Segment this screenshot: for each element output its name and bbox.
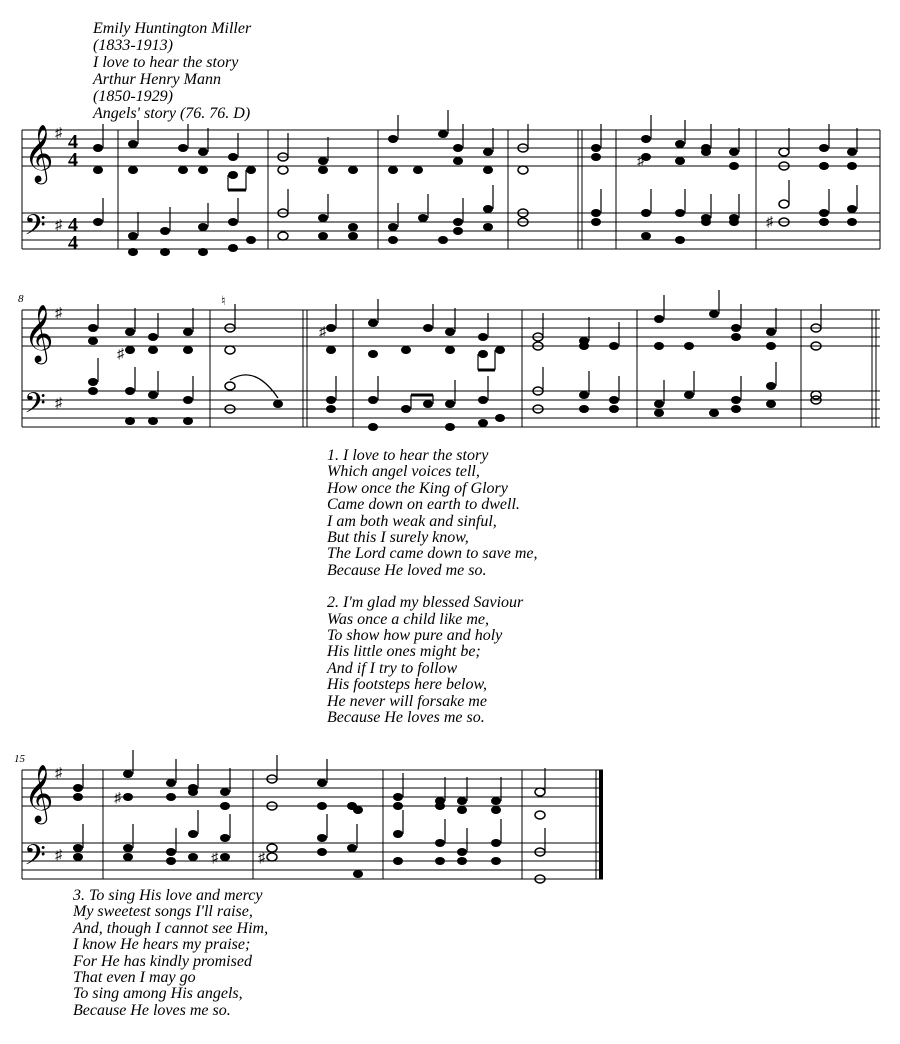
verse-line: I am both weak and sinful, [327, 512, 497, 530]
sharp-accidental: ♯ [114, 791, 121, 806]
verse-line: My sweetest songs I'll raise, [73, 903, 253, 921]
bass-clef-icon: 𝄢 [24, 387, 46, 427]
time-signature-bottom: 4 [68, 149, 78, 171]
verse-line: That even I may go [73, 969, 196, 987]
measure-number: 8 [18, 293, 24, 305]
verse-line: 2. I'm glad my blessed Saviour [327, 594, 524, 612]
key-signature-sharp: ♯ [55, 218, 62, 233]
sharp-accidental: ♯ [211, 851, 218, 866]
verse-line: 1. I love to hear the story [327, 447, 489, 464]
sharp-accidental: ♯ [117, 347, 124, 362]
sharp-accidental: ♯ [637, 154, 644, 169]
first-line: I love to hear the story [93, 54, 239, 71]
verse-line: Because He loved me so. [327, 561, 487, 579]
composer-name: Arthur Henry Mann [93, 71, 221, 88]
tune-name: Angels' story (76. 76. D) [93, 105, 251, 122]
composer-dates: (1850-1929) [93, 88, 173, 105]
key-signature-sharp: ♯ [55, 306, 62, 321]
key-signature-sharp: ♯ [55, 126, 62, 141]
key-signature-sharp: ♯ [55, 848, 62, 863]
author-dates: (1833-1913) [93, 37, 173, 54]
verse-line: Because He loves me so. [73, 1001, 231, 1019]
verse-line: 3. To sing His love and mercy [73, 887, 263, 904]
verse-line: The Lord came down to save me, [327, 545, 538, 563]
sharp-accidental: ♯ [258, 851, 265, 866]
verse-line: Which angel voices tell, [327, 463, 480, 481]
bass-clef-icon: 𝄢 [24, 209, 46, 249]
sharp-accidental: ♯ [766, 215, 773, 230]
verse-line: I know He hears my praise; [73, 936, 251, 954]
verse-line: His little ones might be; [327, 643, 481, 661]
verse-line: For He has kindly promised [73, 952, 252, 970]
treble-clef-icon: 𝄞 [24, 304, 54, 362]
time-signature-bottom: 4 [68, 232, 78, 254]
verse-line: He never will forsake me [327, 692, 487, 710]
verse-line: But this I surely know, [327, 529, 469, 547]
treble-notes [73, 750, 545, 819]
verse-line: Was once a child like me, [327, 610, 490, 628]
time-signature-top: 4 [68, 214, 78, 236]
verse-line: To sing among His angels, [73, 985, 243, 1003]
sharp-accidental: ♯ [319, 325, 326, 340]
treble-clef-icon: 𝄞 [24, 124, 54, 182]
verse-line: And if I try to follow [327, 659, 458, 677]
key-signature-sharp: ♯ [55, 396, 62, 411]
verse-3 [73, 888, 268, 1019]
verse-line: His footsteps here below, [327, 676, 487, 694]
verse-line: To show how pure and holy [327, 627, 503, 645]
final-barline [599, 770, 603, 879]
treble-clef-icon: 𝄞 [24, 764, 54, 822]
bass-clef-icon: 𝄢 [24, 839, 46, 879]
measure-number: 15 [14, 753, 25, 765]
bass-notes [73, 810, 545, 883]
verse-line: And, though I cannot see Him, [73, 919, 269, 937]
verse-line: Came down on earth to dwell. [327, 496, 520, 514]
verse-line: How once the King of Glory [327, 479, 508, 497]
author-name: Emily Huntington Miller [93, 20, 252, 37]
verse-line: Because He loves me so. [327, 709, 485, 727]
time-signature-top: 4 [68, 131, 78, 153]
key-signature-sharp: ♯ [55, 766, 62, 781]
natural-accidental: ♮ [221, 293, 226, 308]
